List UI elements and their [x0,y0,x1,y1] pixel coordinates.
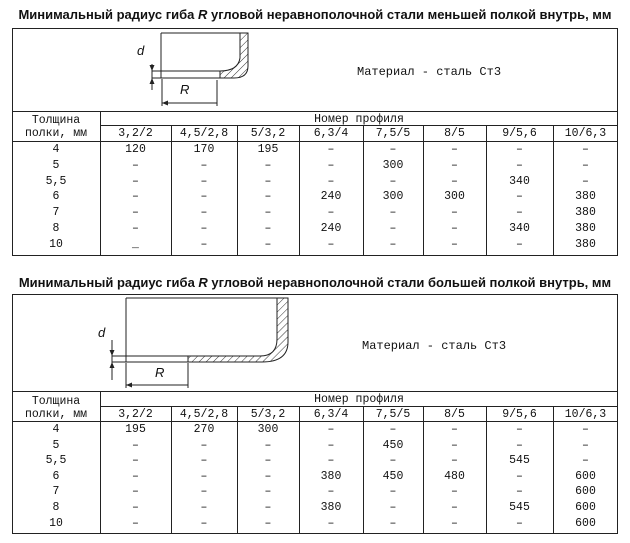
radius-value-cell: – [132,222,139,235]
radius-value-cell: – [200,158,208,172]
radius-value-cell: – [264,501,272,514]
radius-value-cell: – [132,469,139,483]
radius-value-cell: – [389,501,397,514]
radius-value-cell: – [451,438,458,452]
radius-value-cell: 340 [509,174,530,188]
radius-value-cell: – [264,190,272,204]
profile-header-cell: 8/5 [444,408,465,421]
thickness-cell: 5,5 [45,174,67,188]
radius-value-cell: – [132,438,139,452]
radius-value-cell: – [264,454,272,468]
radius-value-cell: – [264,237,272,251]
material-note: Материал - сталь Ст3 [362,339,507,353]
radius-value-cell: 600 [575,501,596,514]
radius-value-cell: 600 [575,485,596,499]
radius-value-cell: – [327,158,335,172]
profile-header-cell: 3,2/2 [118,408,153,421]
radius-value-cell: – [516,469,523,483]
profile-number-header: Номер профиля [314,393,404,406]
thickness-cell: 10 [49,237,63,251]
thickness-cell: 4 [52,143,60,156]
thickness-cell: 6 [52,469,60,483]
radius-value-cell: – [516,485,523,499]
radius-value-cell: – [200,174,208,188]
radius-value-cell: – [582,423,589,436]
radius-value-cell: – [264,158,272,172]
profile-header-cell: 6,3/4 [313,408,349,421]
radius-value-cell: 300 [257,423,279,436]
radius-value-cell: – [389,516,397,530]
radius-value-cell: – [327,174,335,188]
radius-value-cell: – [516,206,523,220]
radius-value-cell: _ [132,237,139,251]
profile-header-cell: 10/6,3 [564,408,607,421]
radius-value-cell: – [327,143,335,156]
radius-value-cell: – [516,190,523,204]
radius-value-cell: – [582,454,589,468]
profile-number-header: Номер профиля [314,113,404,126]
radius-value-cell: – [451,237,458,251]
material-note: Материал - сталь Ст3 [357,65,502,79]
radius-value-cell: – [200,438,208,452]
radius-value-cell: – [451,174,458,188]
radius-value-cell: – [264,438,272,452]
radius-value-cell: 300 [444,190,465,204]
radius-value-cell: – [516,158,523,172]
diagram-d-label: d [98,325,106,340]
radius-value-cell: – [451,485,458,499]
radius-value-cell: – [451,454,458,468]
radius-value-cell: – [389,237,397,251]
radius-value-cell: – [582,438,589,452]
radius-value-cell: – [132,516,139,530]
radius-value-cell: – [132,190,139,204]
thickness-cell: 7 [52,206,60,220]
radius-value-cell: 380 [320,469,342,483]
radius-value-cell: – [200,469,208,483]
radius-value-cell: – [264,485,272,499]
table-2-title: Минимальный радиус гиба R угловой неравнополочной стали большей полкой внутрь, мм [18,275,612,290]
thickness-cell: 4 [52,423,60,436]
profile-header-cell: 3,2/2 [118,127,153,140]
radius-value-cell: – [327,454,335,468]
diagram-r-label: R [155,365,165,380]
profile-header-cell: 9/5,6 [502,408,537,421]
radius-value-cell: – [264,206,272,220]
radius-value-cell: – [200,485,208,499]
radius-value-cell: – [327,438,335,452]
radius-value-cell: – [132,158,139,172]
radius-value-cell: 300 [382,158,404,172]
radius-value-cell: 380 [575,222,596,235]
radius-value-cell: – [516,143,523,156]
profile-header-cell: 7,5/5 [375,127,411,140]
profile-header-cell: 8/5 [444,127,465,140]
radius-value-cell: – [200,206,208,220]
table-2 [12,294,618,534]
radius-value-cell: 380 [575,190,596,204]
radius-value-cell: – [451,501,458,514]
thickness-cell: 8 [52,501,60,514]
radius-value-cell: – [327,237,335,251]
profile-header-cell: 9/5,6 [502,127,537,140]
table-1 [12,28,618,256]
radius-value-cell: – [451,222,458,235]
radius-value-cell: – [132,454,139,468]
profile-header-cell: 5/3,2 [250,408,286,421]
diagram-d-label: d [137,43,145,58]
radius-value-cell: – [451,516,458,530]
thickness-header: Толщина полки, мм [24,395,88,421]
radius-value-cell: – [451,206,458,220]
radius-value-cell: – [327,206,335,220]
radius-value-cell: – [389,206,397,220]
radius-value-cell: – [389,143,397,156]
radius-value-cell: – [200,454,208,468]
table-1-angle-section-diagram [150,33,249,106]
radius-value-cell: – [516,438,523,452]
radius-value-cell: – [200,501,208,514]
radius-value-cell: – [327,423,335,436]
thickness-cell: 5 [52,438,60,452]
radius-value-cell: – [264,516,272,530]
table-2-angle-section-diagram [110,298,289,388]
radius-value-cell: – [327,516,335,530]
radius-value-cell: – [451,143,458,156]
thickness-cell: 10 [49,516,63,530]
radius-value-cell: – [389,454,397,468]
radius-value-cell: – [389,423,397,436]
radius-value-cell: – [582,158,589,172]
thickness-cell: 6 [52,190,60,204]
radius-value-cell: – [327,485,335,499]
table-1-title: Минимальный радиус гиба R угловой неравнополочной стали меньшей полкой внутрь, мм [18,7,612,22]
radius-value-cell: 195 [125,423,146,436]
radius-value-cell: 480 [444,469,465,483]
radius-value-cell: – [582,143,589,156]
radius-value-cell: – [389,485,397,499]
radius-value-cell: 545 [509,454,530,468]
radius-value-cell: – [200,222,208,235]
radius-value-cell: – [132,501,139,514]
radius-value-cell: – [389,174,397,188]
radius-value-cell: 120 [125,143,146,156]
radius-value-cell: – [132,174,139,188]
radius-value-cell: – [516,516,523,530]
radius-value-cell: 240 [320,222,342,235]
radius-value-cell: 600 [575,516,596,530]
radius-value-cell: – [200,237,208,251]
radius-value-cell: 170 [193,143,215,156]
radius-value-cell: – [200,516,208,530]
radius-value-cell: 380 [575,206,596,220]
profile-header-cell: 5/3,2 [250,127,286,140]
radius-value-cell: 300 [382,190,404,204]
radius-value-cell: – [264,174,272,188]
radius-value-cell: 450 [382,469,404,483]
radius-value-cell: 380 [320,501,342,514]
thickness-cell: 8 [52,222,60,235]
thickness-cell: 7 [52,485,60,499]
radius-value-cell: 195 [257,143,279,156]
profile-header-cell: 4,5/2,8 [179,408,229,421]
radius-value-cell: – [389,222,397,235]
diagram-r-label: R [180,82,190,97]
radius-value-cell: 270 [193,423,215,436]
radius-value-cell: 600 [575,469,596,483]
thickness-cell: 5 [52,158,60,172]
radius-value-cell: – [132,485,139,499]
radius-value-cell: – [200,190,208,204]
radius-value-cell: 380 [575,237,596,251]
radius-value-cell: 240 [320,190,342,204]
radius-value-cell: – [451,423,458,436]
radius-value-cell: 450 [382,438,404,452]
profile-header-cell: 4,5/2,8 [179,127,229,140]
radius-value-cell: 545 [509,501,530,514]
radius-value-cell: – [451,158,458,172]
radius-value-cell: – [582,174,589,188]
radius-value-cell: 340 [509,222,530,235]
radius-value-cell: – [516,423,523,436]
thickness-cell: 5,5 [45,454,67,468]
profile-header-cell: 10/6,3 [564,127,607,140]
profile-header-cell: 7,5/5 [375,408,411,421]
radius-value-cell: – [264,469,272,483]
radius-value-cell: – [264,222,272,235]
radius-value-cell: – [132,206,139,220]
radius-value-cell: – [516,237,523,251]
thickness-header: Толщина полки, мм [24,114,88,140]
profile-header-cell: 6,3/4 [313,127,349,140]
